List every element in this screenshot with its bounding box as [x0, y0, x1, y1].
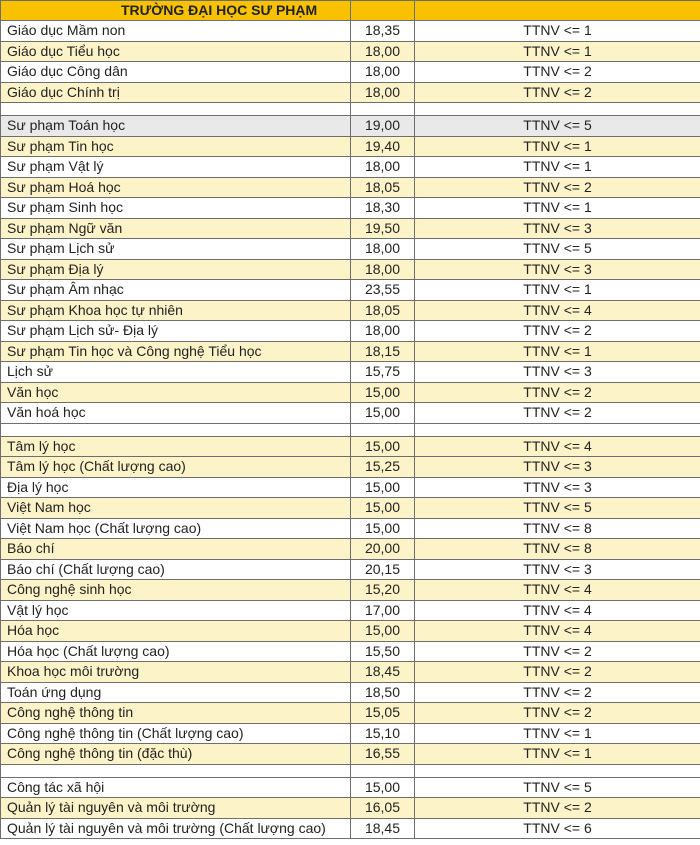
ttnv-condition-cell: TTNV <= 5 — [415, 777, 700, 798]
cutoff-score-cell: 18,05 — [351, 300, 415, 321]
cutoff-score-cell: 15,00 — [351, 382, 415, 403]
major-name-cell: Quản lý tài nguyên và môi trường — [1, 798, 351, 819]
group-separator-row — [1, 103, 700, 116]
table-row — [1, 300, 700, 321]
major-name-cell: Công nghệ sinh học — [1, 580, 351, 601]
separator-cell — [1, 103, 351, 116]
ttnv-condition-cell: TTNV <= 8 — [415, 539, 700, 560]
cutoff-score-cell: 19,50 — [351, 218, 415, 239]
table-row — [1, 218, 700, 239]
table-row — [1, 777, 700, 798]
ttnv-condition-cell: TTNV <= 3 — [415, 362, 700, 383]
ttnv-condition-cell: TTNV <= 2 — [415, 662, 700, 683]
major-name-cell: Sư phạm Khoa học tự nhiên — [1, 300, 351, 321]
table-row — [1, 662, 700, 683]
cutoff-score-cell: 23,55 — [351, 280, 415, 301]
cutoff-score-cell: 15,00 — [351, 621, 415, 642]
ttnv-condition-cell: TTNV <= 4 — [415, 580, 700, 601]
table-row — [1, 116, 700, 137]
ttnv-condition-cell: TTNV <= 1 — [415, 21, 700, 42]
ttnv-condition-cell: TTNV <= 3 — [415, 457, 700, 478]
cutoff-score-cell: 18,05 — [351, 177, 415, 198]
cutoff-score-cell: 18,30 — [351, 198, 415, 219]
ttnv-condition-cell: TTNV <= 1 — [415, 157, 700, 178]
cutoff-score-cell: 15,00 — [351, 403, 415, 424]
cutoff-score-cell: 18,00 — [351, 82, 415, 103]
university-header: TRƯỜNG ĐẠI HỌC SƯ PHẠM — [1, 1, 351, 21]
ttnv-condition-cell: TTNV <= 4 — [415, 600, 700, 621]
major-name-cell: Công nghệ thông tin — [1, 703, 351, 724]
cutoff-score-cell: 15,05 — [351, 703, 415, 724]
cutoff-score-cell: 18,15 — [351, 341, 415, 362]
major-name-cell: Sư phạm Âm nhạc — [1, 280, 351, 301]
separator-cell — [415, 423, 700, 436]
major-name-cell: Công nghệ thông tin (Chất lượng cao) — [1, 723, 351, 744]
ttnv-condition-cell: TTNV <= 2 — [415, 82, 700, 103]
cutoff-score-cell: 18,45 — [351, 662, 415, 683]
ttnv-condition-cell: TTNV <= 6 — [415, 818, 700, 839]
ttnv-condition-cell: TTNV <= 1 — [415, 280, 700, 301]
ttnv-condition-cell: TTNV <= 1 — [415, 198, 700, 219]
major-name-cell: Việt Nam học (Chất lượng cao) — [1, 518, 351, 539]
cutoff-score-cell: 20,15 — [351, 559, 415, 580]
major-name-cell: Công nghệ thông tin (đặc thù) — [1, 744, 351, 765]
table-row — [1, 798, 700, 819]
separator-cell — [415, 103, 700, 116]
ttnv-condition-cell: TTNV <= 2 — [415, 798, 700, 819]
table-row — [1, 341, 700, 362]
table-row — [1, 518, 700, 539]
major-name-cell: Giáo dục Công dân — [1, 62, 351, 83]
major-name-cell: Quản lý tài nguyên và môi trường (Chất lượng cao) — [1, 818, 351, 839]
table-row — [1, 21, 700, 42]
table-row — [1, 539, 700, 560]
major-name-cell: Văn hoá học — [1, 403, 351, 424]
table-row — [1, 382, 700, 403]
major-name-cell: Sư phạm Hoá học — [1, 177, 351, 198]
separator-cell — [351, 423, 415, 436]
separator-cell — [415, 764, 700, 777]
cutoff-score-cell: 19,00 — [351, 116, 415, 137]
table-row — [1, 157, 700, 178]
ttnv-condition-cell: TTNV <= 4 — [415, 436, 700, 457]
separator-cell — [1, 423, 351, 436]
major-name-cell: Vật lý học — [1, 600, 351, 621]
cutoff-score-cell: 18,00 — [351, 239, 415, 260]
table-row — [1, 362, 700, 383]
table-row — [1, 198, 700, 219]
ttnv-condition-cell: TTNV <= 2 — [415, 177, 700, 198]
table-row — [1, 641, 700, 662]
table-row — [1, 239, 700, 260]
major-name-cell: Giáo dục Chính trị — [1, 82, 351, 103]
table-row — [1, 600, 700, 621]
cutoff-score-cell: 15,00 — [351, 498, 415, 519]
major-name-cell: Giáo dục Mầm non — [1, 21, 351, 42]
table-row — [1, 321, 700, 342]
major-name-cell: Báo chí — [1, 539, 351, 560]
cutoff-score-cell: 15,00 — [351, 477, 415, 498]
major-name-cell: Việt Nam học — [1, 498, 351, 519]
major-name-cell: Sư phạm Sinh học — [1, 198, 351, 219]
ttnv-condition-cell: TTNV <= 3 — [415, 218, 700, 239]
ttnv-condition-cell: TTNV <= 1 — [415, 341, 700, 362]
major-name-cell: Địa lý học — [1, 477, 351, 498]
major-name-cell: Sư phạm Vật lý — [1, 157, 351, 178]
major-name-cell: Sư phạm Lịch sử — [1, 239, 351, 260]
cutoff-score-cell: 15,50 — [351, 641, 415, 662]
table-row — [1, 82, 700, 103]
ttnv-condition-cell: TTNV <= 2 — [415, 62, 700, 83]
ttnv-condition-cell: TTNV <= 8 — [415, 518, 700, 539]
ttnv-condition-cell: TTNV <= 2 — [415, 403, 700, 424]
cutoff-score-cell: 20,00 — [351, 539, 415, 560]
separator-cell — [351, 764, 415, 777]
table-row — [1, 580, 700, 601]
cutoff-score-cell: 16,55 — [351, 744, 415, 765]
table-row — [1, 682, 700, 703]
table-row — [1, 403, 700, 424]
cutoff-score-cell: 18,00 — [351, 41, 415, 62]
table-row — [1, 62, 700, 83]
cutoff-score-cell: 18,00 — [351, 62, 415, 83]
cutoff-score-cell: 15,20 — [351, 580, 415, 601]
table-row — [1, 259, 700, 280]
major-name-cell: Văn học — [1, 382, 351, 403]
ttnv-condition-cell: TTNV <= 1 — [415, 744, 700, 765]
ttnv-condition-cell: TTNV <= 1 — [415, 41, 700, 62]
group-separator-row — [1, 423, 700, 436]
table-row — [1, 436, 700, 457]
separator-cell — [351, 103, 415, 116]
cutoff-score-cell: 18,00 — [351, 321, 415, 342]
major-name-cell: Sư phạm Toán học — [1, 116, 351, 137]
major-name-cell: Công tác xã hội — [1, 777, 351, 798]
major-name-cell: Lịch sử — [1, 362, 351, 383]
ttnv-condition-cell: TTNV <= 2 — [415, 321, 700, 342]
ttnv-condition-cell: TTNV <= 5 — [415, 498, 700, 519]
major-name-cell: Sư phạm Lịch sử- Địa lý — [1, 321, 351, 342]
table-row — [1, 280, 700, 301]
major-name-cell: Hóa học (Chất lượng cao) — [1, 641, 351, 662]
major-name-cell: Sư phạm Tin học và Công nghệ Tiểu học — [1, 341, 351, 362]
cutoff-score-cell: 15,75 — [351, 362, 415, 383]
ttnv-condition-cell: TTNV <= 5 — [415, 116, 700, 137]
ttnv-condition-cell: TTNV <= 5 — [415, 239, 700, 260]
cutoff-score-cell: 18,45 — [351, 818, 415, 839]
ttnv-condition-cell: TTNV <= 3 — [415, 259, 700, 280]
cutoff-score-cell: 19,40 — [351, 136, 415, 157]
cutoff-score-cell: 15,10 — [351, 723, 415, 744]
ttnv-condition-cell: TTNV <= 3 — [415, 477, 700, 498]
table-row — [1, 477, 700, 498]
major-name-cell: Sư phạm Tin học — [1, 136, 351, 157]
cutoff-score-cell: 18,50 — [351, 682, 415, 703]
major-name-cell: Hóa học — [1, 621, 351, 642]
group-separator-row — [1, 764, 700, 777]
ttnv-condition-cell: TTNV <= 2 — [415, 682, 700, 703]
major-name-cell: Tâm lý học (Chất lượng cao) — [1, 457, 351, 478]
table-row — [1, 703, 700, 724]
major-name-cell: Sư phạm Ngữ văn — [1, 218, 351, 239]
ttnv-condition-cell: TTNV <= 2 — [415, 703, 700, 724]
ttnv-condition-cell: TTNV <= 4 — [415, 621, 700, 642]
table-row — [1, 498, 700, 519]
major-name-cell: Khoa học môi trường — [1, 662, 351, 683]
separator-cell — [1, 764, 351, 777]
header-empty-cell — [351, 1, 415, 21]
major-name-cell: Giáo dục Tiểu học — [1, 41, 351, 62]
major-name-cell: Báo chí (Chất lượng cao) — [1, 559, 351, 580]
cutoff-score-cell: 18,00 — [351, 157, 415, 178]
table-row — [1, 723, 700, 744]
cutoff-score-cell: 15,00 — [351, 518, 415, 539]
table-row — [1, 621, 700, 642]
table-row — [1, 136, 700, 157]
table-header-row — [1, 1, 700, 21]
major-name-cell: Toán ứng dụng — [1, 682, 351, 703]
table-row — [1, 457, 700, 478]
major-name-cell: Tâm lý học — [1, 436, 351, 457]
header-empty-cell — [415, 1, 700, 21]
ttnv-condition-cell: TTNV <= 2 — [415, 641, 700, 662]
cutoff-score-cell: 15,25 — [351, 457, 415, 478]
ttnv-condition-cell: TTNV <= 1 — [415, 136, 700, 157]
ttnv-condition-cell: TTNV <= 3 — [415, 559, 700, 580]
cutoff-score-cell: 16,05 — [351, 798, 415, 819]
cutoff-score-cell: 15,00 — [351, 436, 415, 457]
table-body — [1, 1, 700, 839]
cutoff-score-cell: 18,00 — [351, 259, 415, 280]
cutoff-score-cell: 15,00 — [351, 777, 415, 798]
cutoff-score-cell: 17,00 — [351, 600, 415, 621]
table-row — [1, 818, 700, 839]
ttnv-condition-cell: TTNV <= 2 — [415, 382, 700, 403]
ttnv-condition-cell: TTNV <= 4 — [415, 300, 700, 321]
major-name-cell: Sư phạm Địa lý — [1, 259, 351, 280]
table-row — [1, 41, 700, 62]
table-row — [1, 177, 700, 198]
table-row — [1, 744, 700, 765]
ttnv-condition-cell: TTNV <= 1 — [415, 723, 700, 744]
table-row — [1, 559, 700, 580]
cutoff-score-cell: 18,35 — [351, 21, 415, 42]
